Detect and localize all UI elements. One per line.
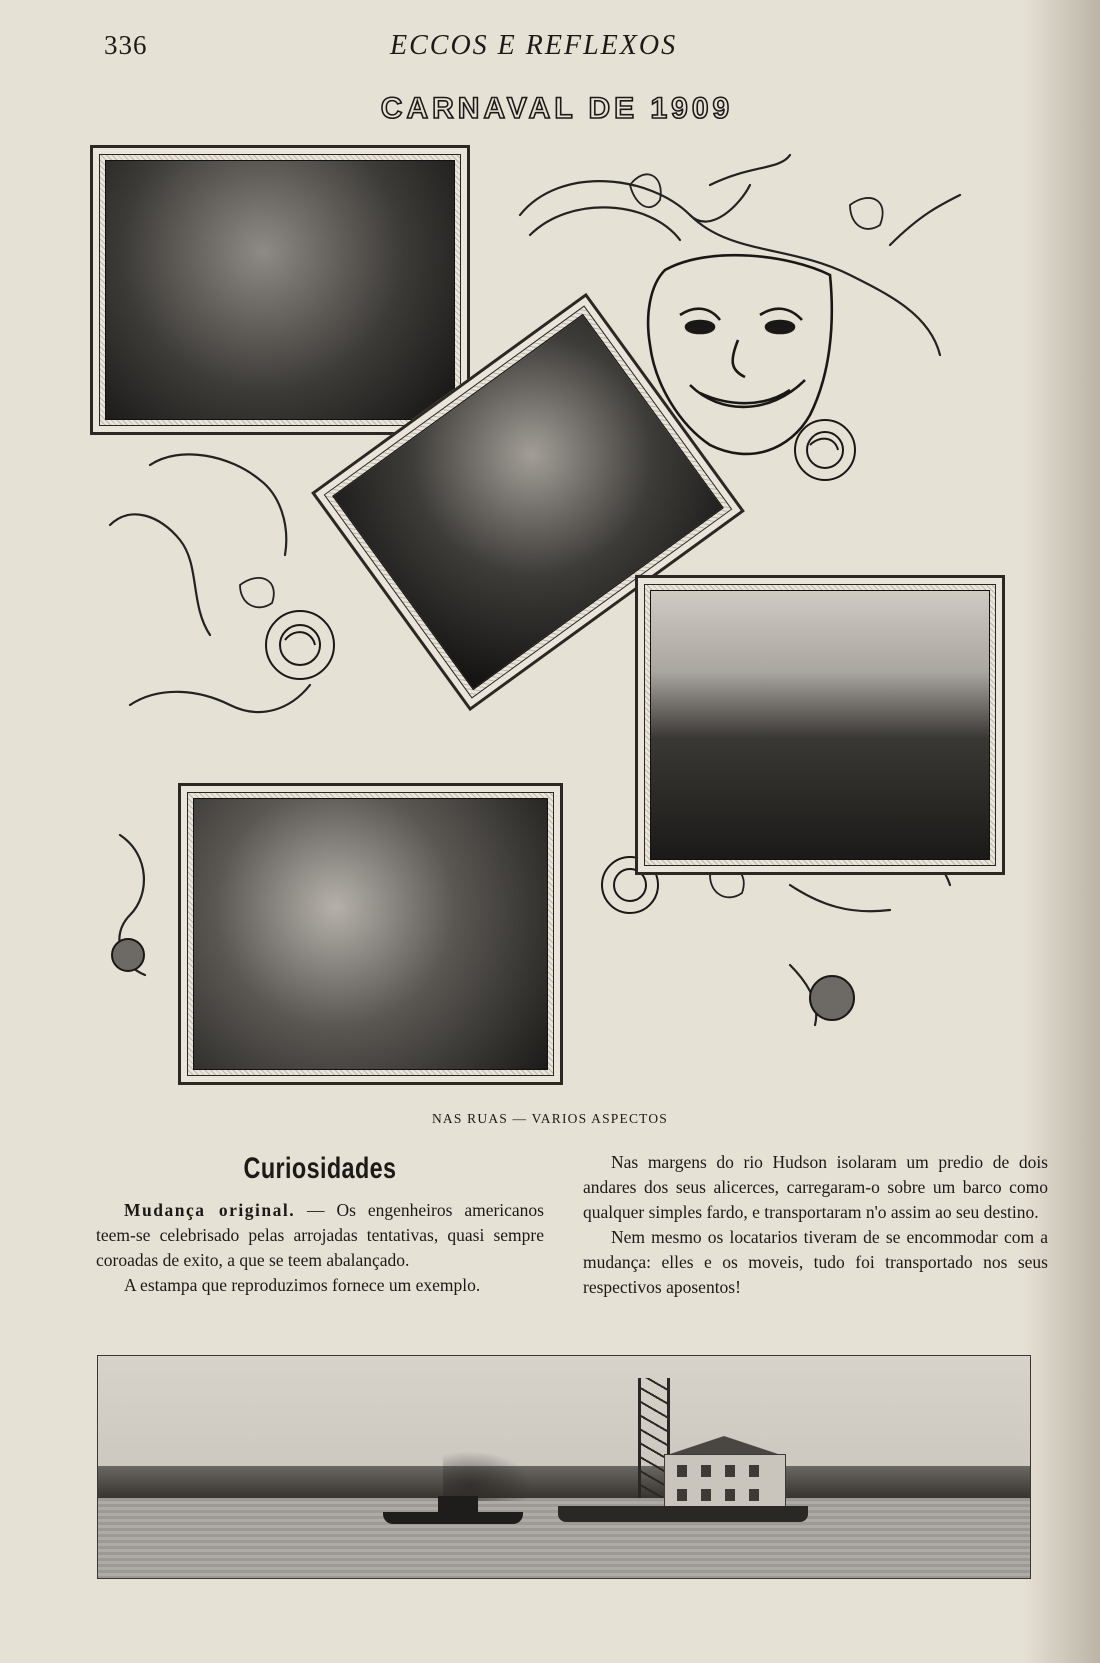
carnival-illustration [90, 145, 1040, 1100]
article-column-left [96, 1150, 544, 1298]
photo-sky [98, 1356, 1030, 1484]
article-paragraph [96, 1198, 544, 1273]
hudson-building-barge-photo [97, 1355, 1031, 1579]
carnival-photo-masked-riders [193, 798, 548, 1070]
carnival-photo-decorated-float [650, 590, 990, 860]
article-paragraph: Nem mesmo os locatarios tiveram de se encommodar com a mudança: elles e os moveis, tudo foi transportado nos seus respectivos aposentos! [583, 1227, 1048, 1297]
photo-frame-1 [90, 145, 470, 435]
photo-house-roof [664, 1436, 784, 1456]
paragraph-text: — Os engenheiros americanos teem-se celebrisado pelas arrojadas tentativas, quasi sempre coroadas de exito, a que se teem abalançado. [96, 1200, 544, 1270]
carnival-photo-carriage-group [105, 160, 455, 420]
photo-tugboat [383, 1512, 523, 1524]
photo-frame-3 [635, 575, 1005, 875]
run-in-heading: Mudança original. [124, 1200, 296, 1220]
photo-shoreline [98, 1466, 1030, 1498]
article-paragraph: Nas margens do rio Hudson isolaram um predio de dois andares dos seus alicerces, carregaram-o sobre um barco como qualquer simples fardo, e transportaram n'o assim ao seu destino. [583, 1152, 1048, 1222]
photo-barge [558, 1506, 808, 1522]
running-head: ECCOS E REFLEXOS [390, 30, 678, 61]
page-title: CARNAVAL DE 1909 [380, 92, 734, 125]
section-heading: Curiosidades [243, 1152, 397, 1185]
photo-smoke [443, 1451, 533, 1501]
page-number: 336 [104, 30, 148, 60]
photo-frame-4 [178, 783, 563, 1085]
article-column-right [583, 1150, 1048, 1300]
figure-caption: NAS RUAS — VARIOS ASPECTOS [431, 1111, 669, 1126]
article-paragraph: A estampa que reproduzimos fornece um exemplo. [124, 1275, 481, 1295]
